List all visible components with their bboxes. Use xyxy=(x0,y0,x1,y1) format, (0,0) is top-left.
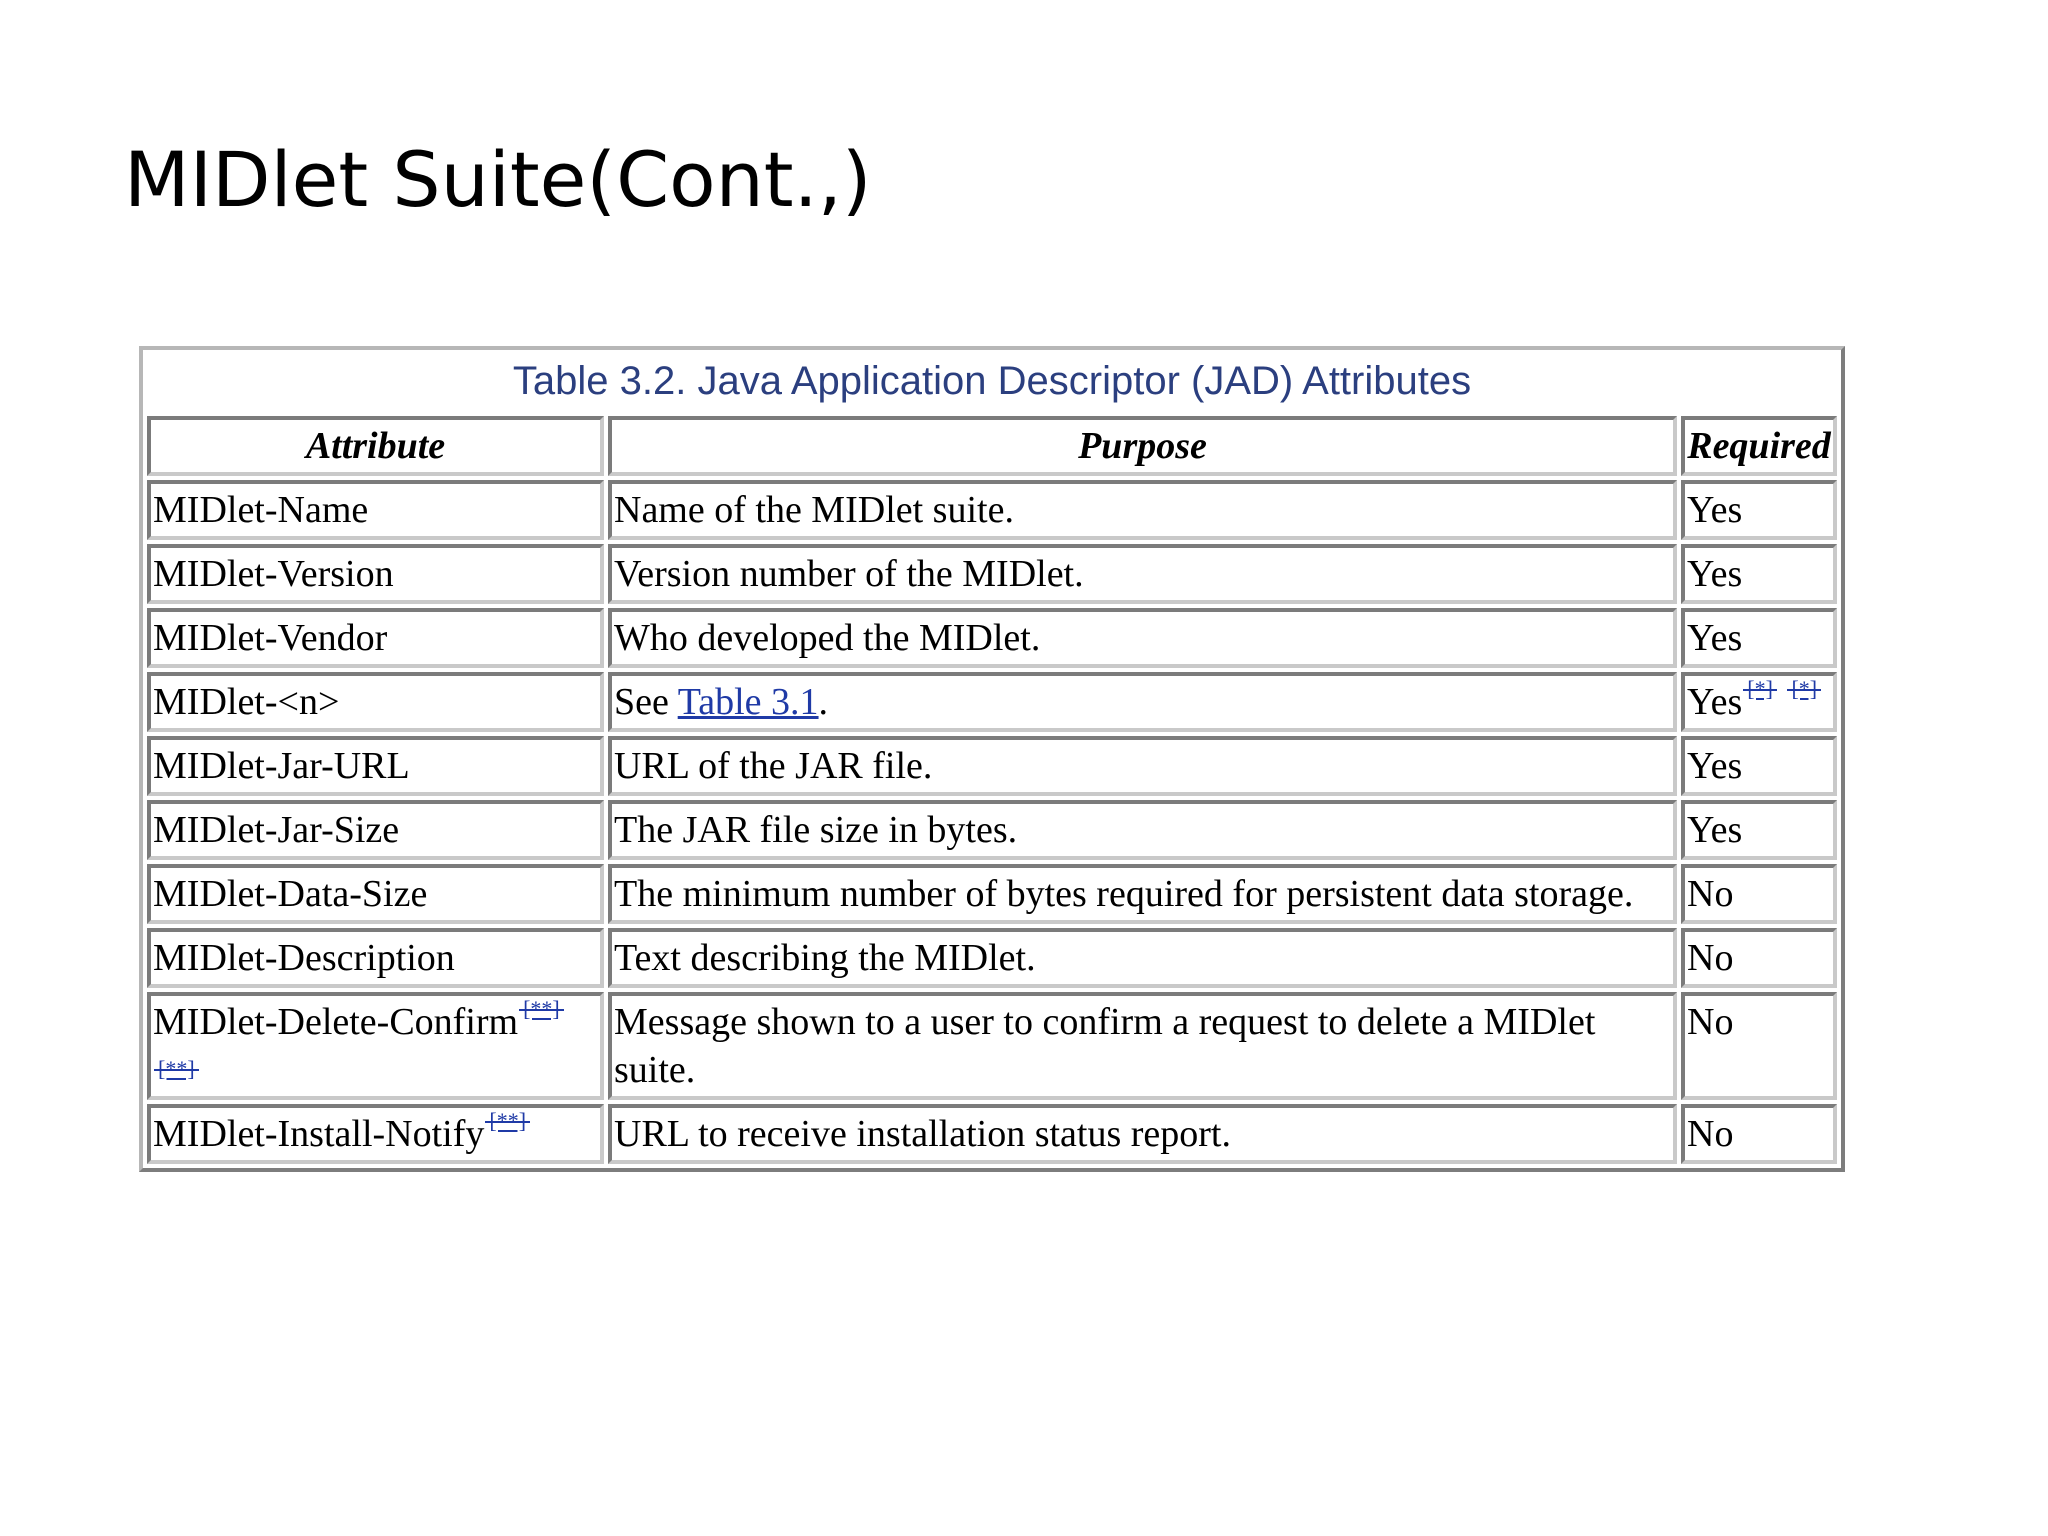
table-row xyxy=(147,608,1837,668)
table-row xyxy=(147,672,1837,732)
purpose-cell: Text describing the MIDlet. xyxy=(608,928,1677,988)
header-row xyxy=(147,416,1837,476)
attribute-value: MIDlet-Delete-Confirm xyxy=(153,1001,519,1043)
purpose-cell: URL of the JAR file. xyxy=(608,736,1677,796)
table-row xyxy=(147,480,1837,540)
required-cell xyxy=(1681,672,1837,732)
table-row xyxy=(147,1104,1837,1164)
slide-title: MIDlet Suite(Cont.,) xyxy=(124,135,872,224)
purpose-prefix: See xyxy=(614,681,678,723)
table-caption: Table 3.2. Java Application Descriptor (JAD) Attributes xyxy=(512,359,1472,403)
required-cell: Yes xyxy=(1681,544,1837,604)
attribute-cell: MIDlet-Version xyxy=(147,544,604,604)
required-cell: No xyxy=(1681,928,1837,988)
purpose-cell: The JAR file size in bytes. xyxy=(608,800,1677,860)
purpose-cell: URL to receive installation status report. xyxy=(608,1104,1677,1164)
purpose-cell: The minimum number of bytes required for persistent data storage. xyxy=(608,864,1677,924)
required-cell: No xyxy=(1681,992,1837,1100)
table-row xyxy=(147,736,1837,796)
required-cell: No xyxy=(1681,864,1837,924)
attribute-cell: MIDlet-Data-Size xyxy=(147,864,604,924)
footnote-link[interactable]: [**] xyxy=(485,1121,530,1123)
attribute-cell: MIDlet-Description xyxy=(147,928,604,988)
footnote-link[interactable]: [**] xyxy=(154,1069,199,1071)
table-row xyxy=(147,864,1837,924)
purpose-cell: Message shown to a user to confirm a request to delete a MIDlet suite. xyxy=(608,992,1677,1100)
required-cell: Yes xyxy=(1681,608,1837,668)
purpose-cell: Who developed the MIDlet. xyxy=(608,608,1677,668)
header-attribute: Attribute xyxy=(147,416,604,476)
table-row xyxy=(147,992,1837,1100)
table-row xyxy=(147,928,1837,988)
required-cell: Yes xyxy=(1681,736,1837,796)
attribute-cell xyxy=(147,992,604,1100)
jad-attributes-table xyxy=(139,346,1845,1172)
purpose-cell: Name of the MIDlet suite. xyxy=(608,480,1677,540)
attribute-cell: MIDlet-Jar-Size xyxy=(147,800,604,860)
required-cell: Yes xyxy=(1681,480,1837,540)
attribute-cell xyxy=(147,1104,604,1164)
header-required: Required xyxy=(1681,416,1837,476)
table-row xyxy=(147,800,1837,860)
required-cell: No xyxy=(1681,1104,1837,1164)
attribute-cell: MIDlet-Jar-URL xyxy=(147,736,604,796)
required-value: Yes xyxy=(1687,681,1743,723)
purpose-cell: Version number of the MIDlet. xyxy=(608,544,1677,604)
attribute-cell: MIDlet-<n> xyxy=(147,672,604,732)
attribute-cell: MIDlet-Name xyxy=(147,480,604,540)
header-purpose: Purpose xyxy=(608,416,1677,476)
table-row xyxy=(147,544,1837,604)
purpose-suffix: . xyxy=(818,681,829,723)
attribute-value: MIDlet-Install-Notify xyxy=(153,1113,485,1155)
purpose-cell xyxy=(608,672,1677,732)
attributes-grid xyxy=(143,412,1841,1168)
footnote-link[interactable]: [**] xyxy=(519,1009,564,1011)
table-3-1-link[interactable]: Table 3.1 xyxy=(677,681,819,723)
footnote-link[interactable]: [*] xyxy=(1787,689,1821,691)
attribute-cell: MIDlet-Vendor xyxy=(147,608,604,668)
required-cell: Yes xyxy=(1681,800,1837,860)
footnote-link[interactable]: [*] xyxy=(1743,689,1777,691)
